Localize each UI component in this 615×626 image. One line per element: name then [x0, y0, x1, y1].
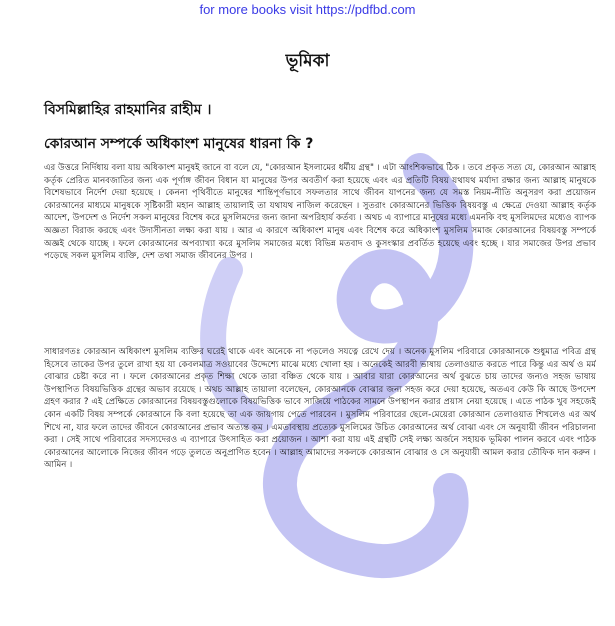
body-paragraph: সাধারণতঃ কোরআন অধিকাংশ মুসলিম ব্যক্তির ঘরেই থাকে এবং অনেকে না পড়লেও সযত্নে রেখে দেয় । অনেক মুসলিম পরিবারে কোরআনকে শুধুমাত্র পবিত্র গ্রন্থ হিসেবে তাকের উপর তুলে রাখা হয় যা কেবলমাত্র সওয়াবের উদ্দেশ্যে মাঝে মধ্যে খোলা হয় । অনেকেই আরবী ভাষায় তেলাওয়াত করতে পারে কিন্তু এর অর্থ ও মর্ম বোঝার চেষ্টা করে না । ফলে কোরআনের প্রকৃত শিক্ষা থেকে তারা বঞ্চিত থেকে যায় । আবার যারা কোরআনের অর্থ বুঝতে চায় তাদের জন্যও সহজ ভাষায় উপস্থাপিত বিষয়ভিত্তিক গ্রন্থের অভাব রয়েছে । অথচ আল্লাহ তায়ালা বলেছেন, কোরআনকে বোঝার জন্য সহজ করে দেয়া হয়েছে, অতএব কেউ কি আছে উপদেশ গ্রহণ করার ? এই প্রেক্ষিতে কোরআনের বিষয়বস্তুগুলোকে বিষয়ভিত্তিক ভাবে সাজিয়ে পাঠকের সামনে উপস্থাপন করার প্রয়াস নেয়া হয়েছে । এতে পাঠক খুব সহজেই কোন একটি বিষয় সম্পর্কে কোরআনে কি বলা হয়েছে তা এক জায়গায় পেতে পারবেন । মুসলিম পরিবারের ছেলে-মেয়েরা কোরআন তেলাওয়াত শিখলেও এর অর্থ শিখে না, যার ফলে তাদের জীবনে কোরআনের প্রভাব অত্যন্ত কম । এমতাবস্থায় প্রত্যেক মুসলিমের উচিত কোরআনের অর্থ বোঝা এবং সে অনুযায়ী জীবন পরিচালনা করা । সেই সাথে পরিবারের সদস্যদেরও এ ব্যাপারে উৎসাহিত করা প্রয়োজন । আশা করা যায় এই গ্রন্থটি সেই লক্ষ্য অর্জনে সহায়ক ভূমিকা পালন করবে এবং পাঠক কোরআনের আলোকে নিজের জীবন গড়ে তুলতে অনুপ্রাণিত হবেন । আল্লাহ আমাদের সকলকে কোরআন বোঝার ও সে অনুযায়ী আমল করার তৌফিক দান করুন । আমিন । [44, 347, 596, 471]
page-title: ভূমিকা [285, 51, 330, 71]
section-heading: কোরআন সম্পর্কে অধিকাংশ মানুষের ধারনা কি ? [44, 136, 314, 152]
bismillah-line: বিসমিল্লাহির রাহমানির রাহীম । [44, 102, 212, 118]
body-paragraph: এর উত্তরে নির্দিধায় বলা যায় অধিকাংশ মানুষই জানে বা বলে যে, "কোরআন ইসলামের ধর্মীয় গ্রন্থ" । এটা আংশিকভাবে ঠিক । তবে প্রকৃত সত্য যে, কোরআন আল্লাহ কর্তৃক প্রেরিত মানবজাতির জন্য এক পূর্ণাঙ্গ জীবন বিধান যা মানুষের উপর অবতীর্ণ করা হয়েছে এবং এর প্রতিটি বিষয় যথাযথ মর্যাদা রক্ষার জন্য আল্লাহ মানুষকে বিশেষভাবে নির্দেশ দেয়া হয়েছে । কেননা পৃথিবীতে মানুষের শান্তিপূর্ণভাবে সফলতার সাথে জীবন যাপনের জন্য যে সমস্ত নিয়ম-নীতি অনুসরণ করা প্রয়োজন কোরআনের মাধ্যমে মানুষকে সৃষ্টিকারী মহান আল্লাহ তায়ালাই তা যথাযথ নাজিল করেছেন । সুতরাং কোরআনের ভিত্তিক বিষয়বস্তু এ ক্ষেত্রে দেওয়া আল্লাহ কর্তৃক আদেশ, উপদেশ ও নির্দেশ সকল মানুষের বিশেষ করে মুসলিমদের জন্য জানা অপরিহার্য কর্তব্য । অথচ এ ব্যাপারে মানুষের মধ্যে এমনকি বহু মুসলিমদের মধ্যেও ব্যাপক অজ্ঞতা বিরাজ করছে এবং উদাসীনতা লক্ষ্য করা যায় । আর এ কারণে অধিকাংশ মানুষ এবং বিশেষ করে অধিকাংশ মুসলিম সমাজ কোরআনের বিষয়বস্তু সম্পর্কে অজ্ঞই থেকে যাচ্ছে । ফলে কোরআনের অপব্যাখ্যা করে মুসলিম সমাজের মধ্যে বিভিন্ন মতবাদ ও কুসংস্কার প্রবর্তিত হয়েছে এবং হচ্ছে । যার সমাজের উপর প্রভাব পড়েছে সকল মুসলিম ব্যক্তি, দেশ তথা সমাজ জীবনের উপর । [44, 163, 596, 262]
books-site-link[interactable]: for more books visit https://pdfbd.com [199, 2, 416, 17]
